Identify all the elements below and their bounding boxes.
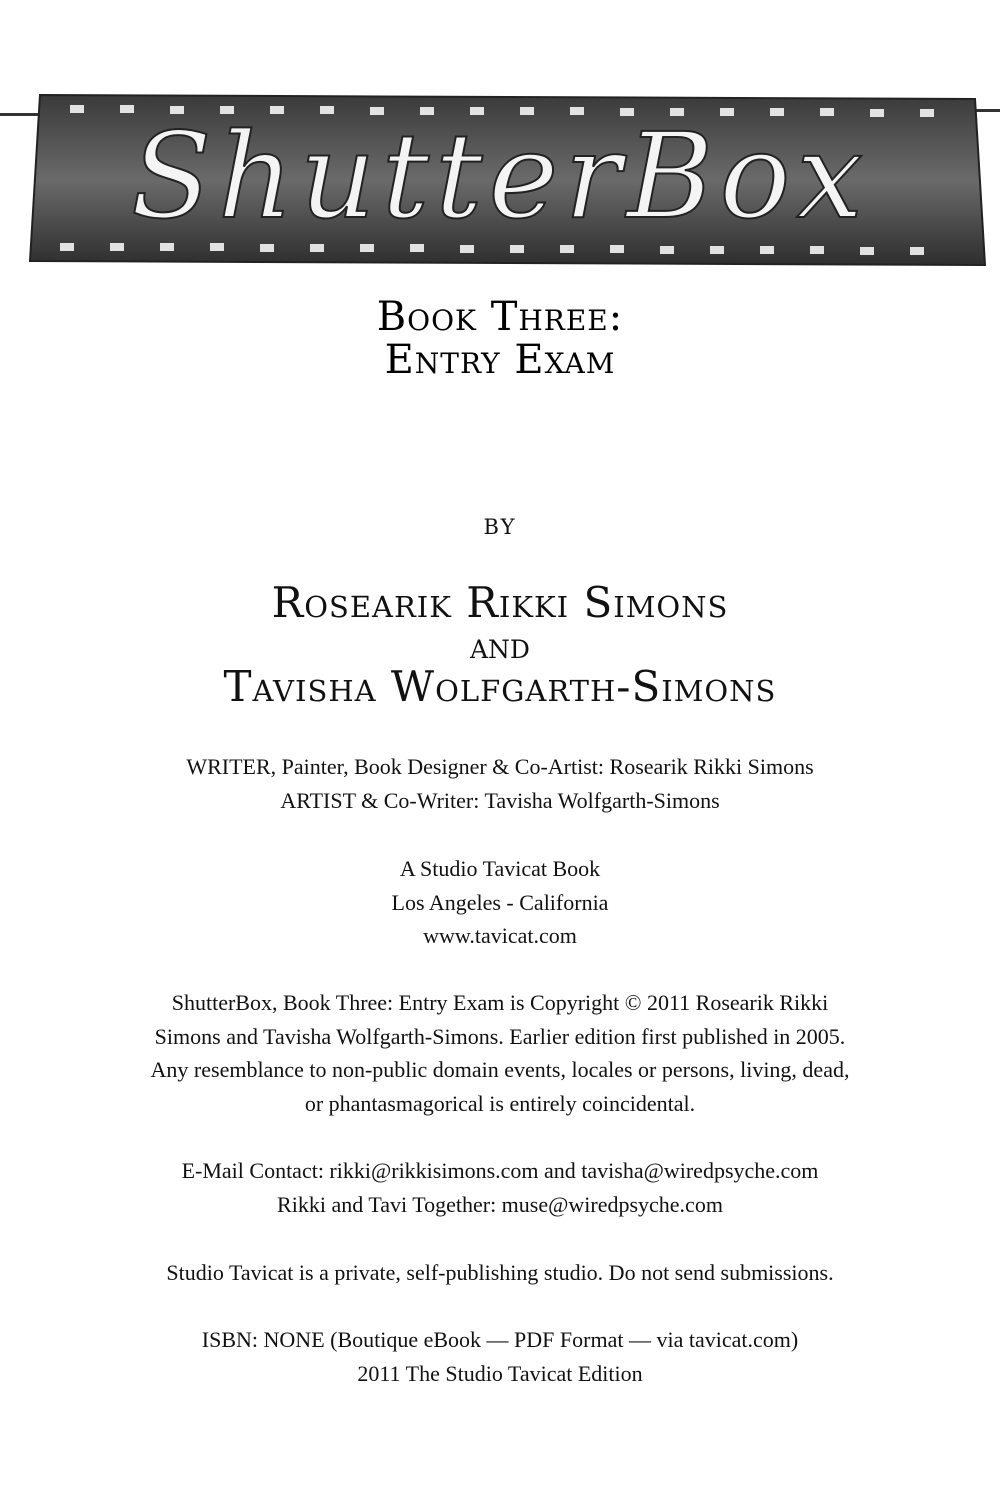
author-name-1: Rosearik Rikki Simons bbox=[271, 578, 729, 627]
shutterbox-logo bbox=[0, 85, 1000, 285]
publisher-line: Los Angeles - California bbox=[391, 889, 609, 915]
copyright-block bbox=[80, 986, 920, 1120]
publisher-line: A Studio Tavicat Book bbox=[399, 856, 601, 881]
isbn-block bbox=[80, 1323, 920, 1390]
contact-line: E-Mail Contact: rikki@rikkisimons.com and tavisha@wiredpsyche.com bbox=[181, 1158, 819, 1183]
publisher-website: www.tavicat.com bbox=[423, 923, 577, 948]
studio-note bbox=[80, 1256, 920, 1290]
and-label: and bbox=[470, 626, 530, 667]
author-name-2: Tavisha Wolfgarth-Simons bbox=[223, 662, 777, 711]
by-label: by bbox=[483, 507, 517, 542]
isbn-line: ISBN: NONE (Boutique eBook — PDF Format — via tavicat.com) bbox=[201, 1327, 799, 1352]
credit-line: WRITER, Painter, Book Designer & Co-Artist: Rosearik Rikki Simons bbox=[186, 754, 814, 779]
studio-note-text: Studio Tavicat is a private, self-publishing studio. Do not send submissions. bbox=[166, 1260, 834, 1285]
copyright-line: ShutterBox, Book Three: Entry Exam is Copyright © 2011 Rosearik Rikki bbox=[171, 990, 829, 1015]
edition-line: 2011 The Studio Tavicat Edition bbox=[357, 1360, 643, 1386]
copyright-line: Simons and Tavisha Wolfgarth-Simons. Earlier edition first published in 2005. bbox=[154, 1023, 846, 1049]
copyright-line: Any resemblance to non-public domain events, locales or persons, living, dead, bbox=[150, 1057, 850, 1082]
contact-line: Rikki and Tavi Together: muse@wiredpsyche.com bbox=[277, 1191, 723, 1217]
credits-block bbox=[80, 750, 920, 817]
book-subtitle-line1: Book Three: bbox=[376, 294, 624, 340]
book-subtitle-line2: Entry Exam bbox=[384, 337, 616, 383]
publisher-block bbox=[80, 852, 920, 953]
copyright-line: or phantasmagorical is entirely coincidental. bbox=[304, 1090, 696, 1116]
logo-text: ShutterBox bbox=[130, 107, 870, 245]
credit-line: ARTIST & Co-Writer: Tavisha Wolfgarth-Simons bbox=[280, 787, 720, 813]
contact-block bbox=[80, 1154, 920, 1221]
